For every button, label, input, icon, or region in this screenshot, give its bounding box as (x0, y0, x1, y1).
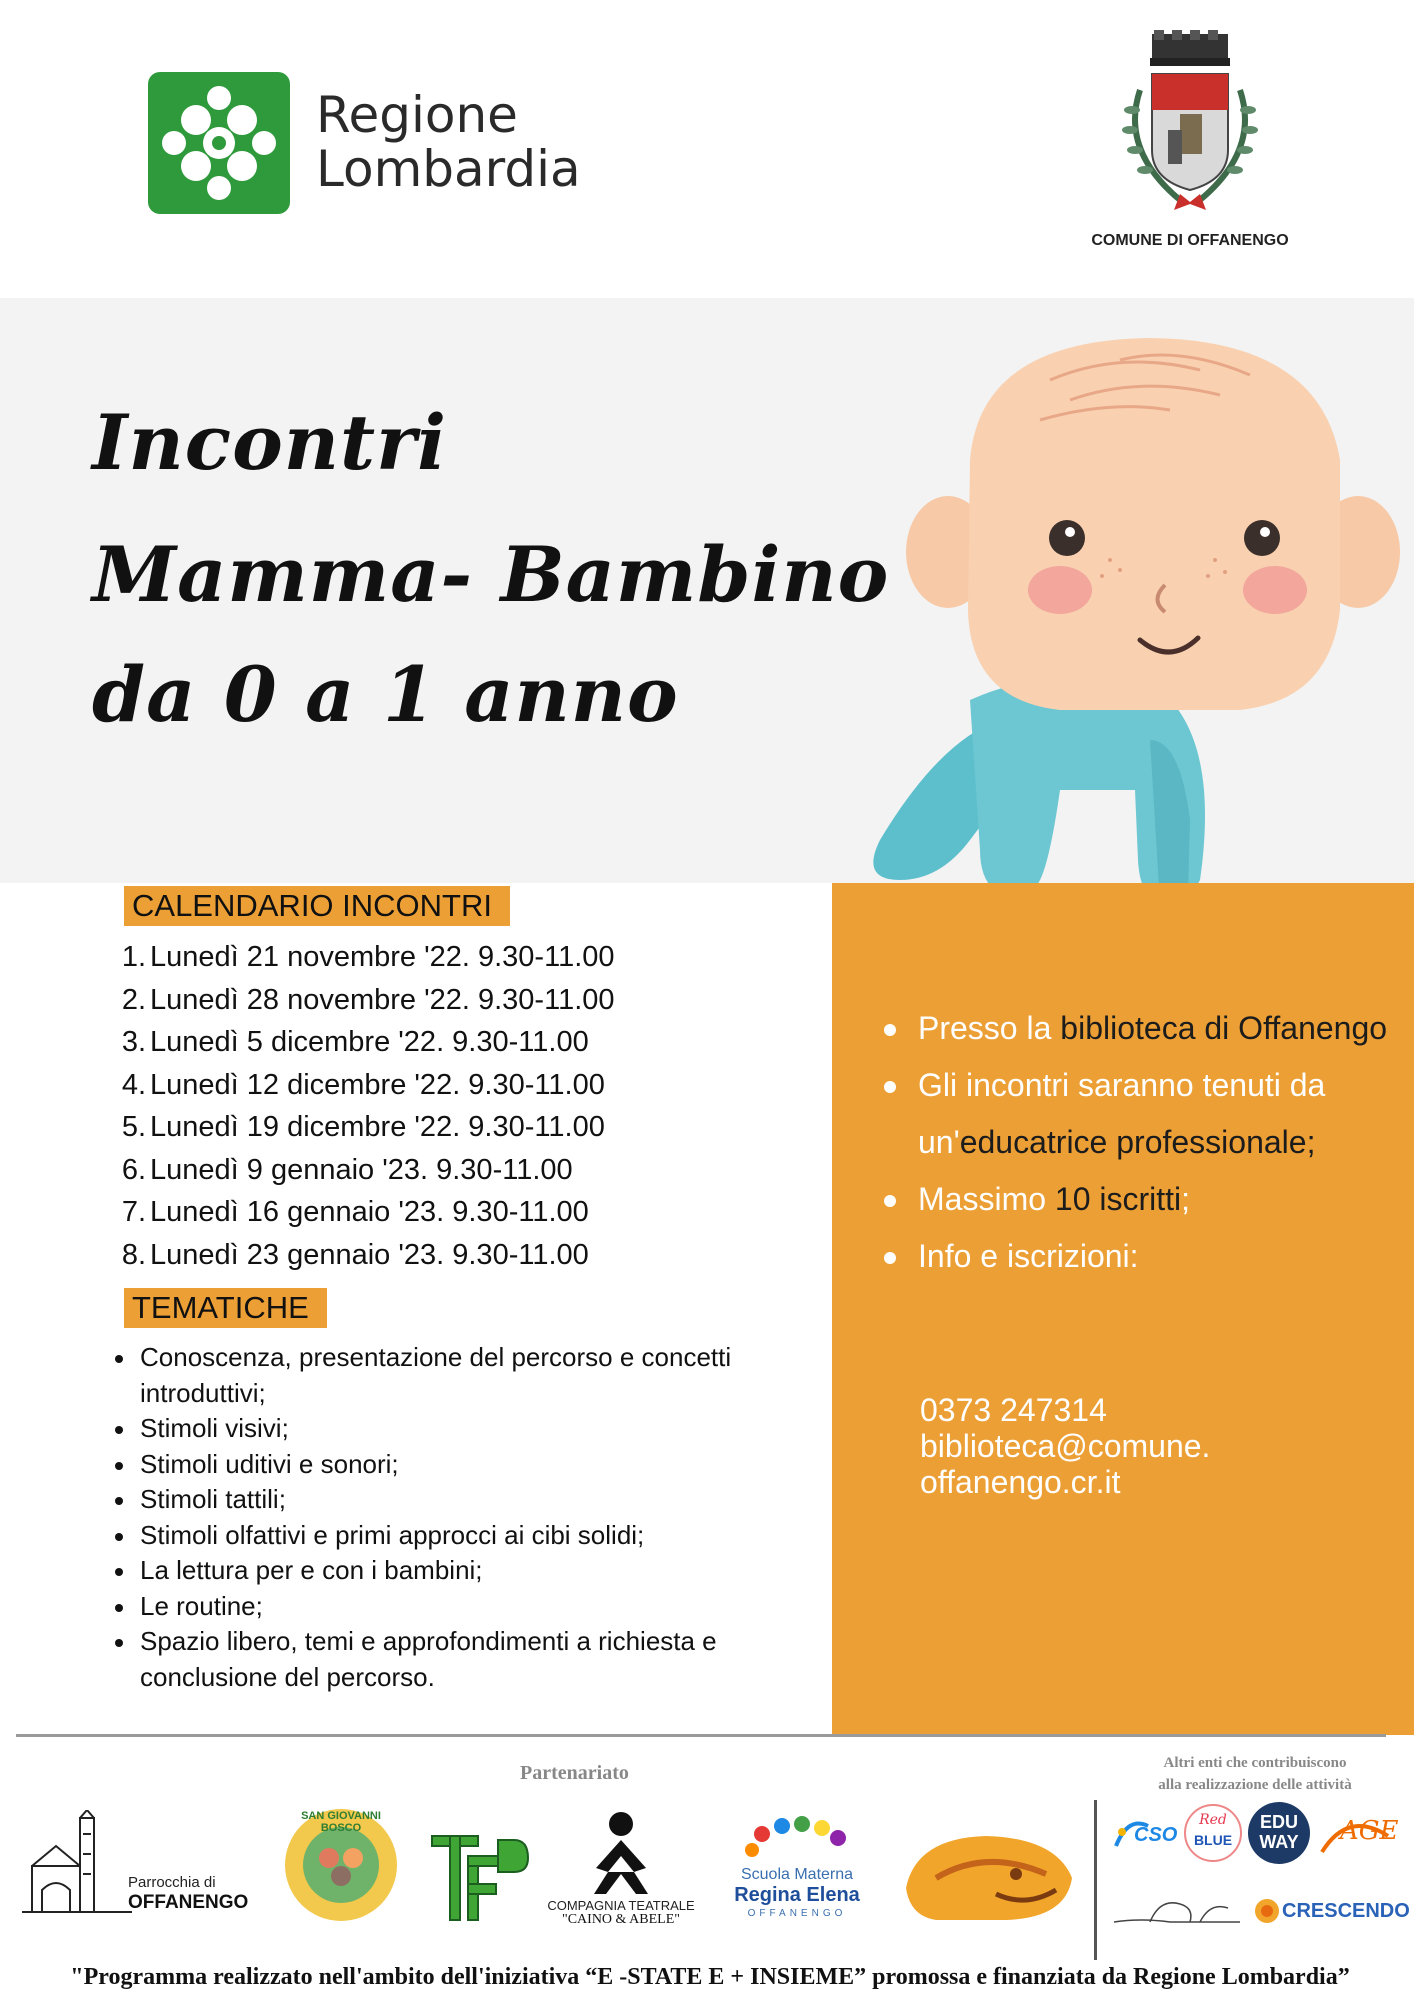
age-label: AGE (1340, 1816, 1399, 1846)
calendar-item (112, 1149, 812, 1192)
scuola-line1: Scuola Materna (740, 1866, 854, 1883)
topic-item: Conoscenza, presentazione del percorso e concetti introduttivi; (140, 1340, 820, 1411)
calendar-item-number: 3. (121, 1026, 146, 1058)
calendar-item-text: Lunedì 21 novembre '22. 9.30-11.00 (150, 941, 615, 973)
info-location-prefix: Presso la (918, 1010, 1061, 1046)
calendar-item (112, 1234, 812, 1277)
calendar-item-number: 7. (121, 1196, 146, 1228)
calendar-item-number: 8. (121, 1238, 146, 1271)
redblue-logo (1184, 1804, 1242, 1862)
footer-divider (16, 1734, 1386, 1737)
scuola-materna-logo (722, 1812, 872, 1924)
phone-number: 0373 247314 (920, 1392, 1107, 1428)
cso-logo (1108, 1806, 1178, 1862)
crescendo-logo (1254, 1896, 1410, 1936)
info-educator-highlight: educatrice professionale (959, 1124, 1307, 1160)
contributors-label (1105, 1752, 1405, 1796)
calendar-item (112, 1064, 812, 1107)
topics-heading: TEMATICHE (124, 1288, 327, 1328)
topic-item: Stimoli visivi; (140, 1411, 820, 1447)
cso-label: CSO (1134, 1824, 1178, 1846)
calendar-item-number: 6. (121, 1153, 146, 1186)
topics-list (140, 1340, 820, 1695)
title-line3: da 0 a 1 anno (92, 650, 679, 739)
church-icon (22, 1810, 132, 1920)
region-line1: Regione (316, 86, 518, 144)
calendar-item-number: 2. (121, 983, 146, 1016)
regione-lombardia-logo-icon (148, 72, 290, 214)
info-max-prefix: Massimo (918, 1181, 1055, 1217)
calendar-item-text: Lunedì 9 gennaio '23. 9.30-11.00 (150, 1153, 573, 1186)
contributors-label-line2: alla realizzazione delle attività (1158, 1777, 1352, 1793)
theater-figure-icon (546, 1810, 696, 1896)
age-logo (1318, 1806, 1398, 1862)
calendar-item (112, 936, 812, 979)
footer-separator (1094, 1800, 1097, 1960)
lion-logo (896, 1828, 1080, 1924)
calendar-item (112, 1021, 812, 1064)
redblue-line2: BLUE (1193, 1832, 1233, 1848)
calendar-item (112, 1106, 812, 1149)
parrocchia-line2: OFFANENGO (128, 1892, 249, 1913)
tif-logo (428, 1828, 538, 1924)
topic-item: Le routine; (140, 1589, 820, 1625)
contributors-label-line1: Altri enti che contribuiscono (1163, 1755, 1347, 1771)
topic-item: Stimoli tattili; (140, 1482, 820, 1518)
oratorio-logo (282, 1806, 400, 1924)
calendar-item-number: 4. (121, 1068, 146, 1101)
partners-label: Partenariato (520, 1762, 629, 1784)
calendar-item (112, 1191, 812, 1234)
calendar-item-text: Lunedì 28 novembre '22. 9.30-11.00 (150, 983, 615, 1016)
info-list (880, 1000, 1400, 1285)
topic-item: Stimoli olfattivi e primi approcci ai cibi solidi; (140, 1518, 820, 1554)
parrocchia-line1: Parrocchia di (128, 1874, 216, 1891)
tif-mark-icon (428, 1828, 538, 1924)
comune-label: COMUNE DI OFFANENGO (1091, 232, 1289, 249)
calendar-item-text: Lunedì 16 gennaio '23. 9.30-11.00 (150, 1196, 589, 1228)
calendar-item-text: Lunedì 19 dicembre '22. 9.30-11.00 (150, 1111, 605, 1143)
eduway-line2: WAY (1259, 1832, 1299, 1852)
info-educator-prefix: Gli incontri saranno tenuti da un' (918, 1067, 1326, 1160)
calendar-item-text: Lunedì 5 dicembre '22. 9.30-11.00 (150, 1026, 589, 1058)
eduway-logo (1248, 1802, 1310, 1864)
title-line1: Incontri (92, 398, 448, 487)
title-line2: Mamma- Bambino (92, 530, 890, 619)
scuola-line3: OFFANENGO (747, 1908, 847, 1919)
oratorio-name: SAN GIOVANNI BOSCO (301, 1810, 381, 1834)
scuola-line2: Regina Elena (734, 1884, 860, 1906)
calendar-item-number: 5. (121, 1111, 146, 1143)
info-max-highlight: 10 iscritti (1054, 1181, 1182, 1217)
info-contact-heading: Info e iscrizioni: (880, 1228, 1400, 1285)
crescendo-sun-icon (1254, 1898, 1280, 1924)
rosa-camuna-icon (148, 72, 290, 214)
parrocchia-logo (22, 1810, 272, 1920)
info-educator (880, 1057, 1400, 1171)
topic-item: Spazio libero, temi e approfondimenti a richiesta e conclusione del percorso. (140, 1624, 820, 1695)
crawling-baby-illustration (820, 320, 1414, 910)
calendar-item-text: Lunedì 12 dicembre '22. 9.30-11.00 (150, 1068, 605, 1101)
calendar-list (112, 936, 812, 1276)
crescendo-label: CRESCENDO (1282, 1900, 1410, 1922)
topic-item: Stimoli uditivi e sonori; (140, 1447, 820, 1483)
email-line2: offanengo.cr.it (920, 1464, 1121, 1500)
region-line2: Lombardia (316, 140, 581, 198)
children-circle-icon (722, 1812, 872, 1864)
compagnia-line2: "CAINO & ABELE" (562, 1912, 680, 1927)
info-max (880, 1171, 1400, 1228)
compagnia-line1: COMPAGNIA TEATRALE (547, 1898, 695, 1913)
contacts (920, 1392, 1210, 1500)
calendar-heading: CALENDARIO INCONTRI (124, 886, 510, 926)
info-max-suffix: ; (1181, 1181, 1191, 1217)
eduway-line1: EDU (1259, 1812, 1298, 1832)
info-educator-suffix: ; (1306, 1124, 1316, 1160)
redblue-line1: Red (1199, 1812, 1227, 1828)
topic-item: La lettura per e con i bambini; (140, 1553, 820, 1589)
info-location (880, 1000, 1400, 1057)
sketch-logo (1110, 1888, 1250, 1932)
email-line1: biblioteca@comune. (920, 1428, 1211, 1464)
calendar-item (112, 979, 812, 1022)
info-location-highlight: biblioteca di Offanengo (1060, 1010, 1388, 1046)
regione-lombardia-wordmark (316, 88, 581, 196)
footer-note: "Programma realizzato nell'ambito dell'iniziativa “E -STATE E + INSIEME” promossa e finanziata da Regione Lombardia” (70, 1964, 1350, 1990)
lion-icon (896, 1828, 1080, 1924)
sketch-figure-icon (1110, 1888, 1250, 1932)
caino-abele-logo (546, 1810, 696, 1928)
calendar-item-number: 1. (121, 941, 146, 973)
comune-crest-icon (1110, 30, 1270, 220)
calendar-item-text: Lunedì 23 gennaio '23. 9.30-11.00 (150, 1238, 589, 1271)
